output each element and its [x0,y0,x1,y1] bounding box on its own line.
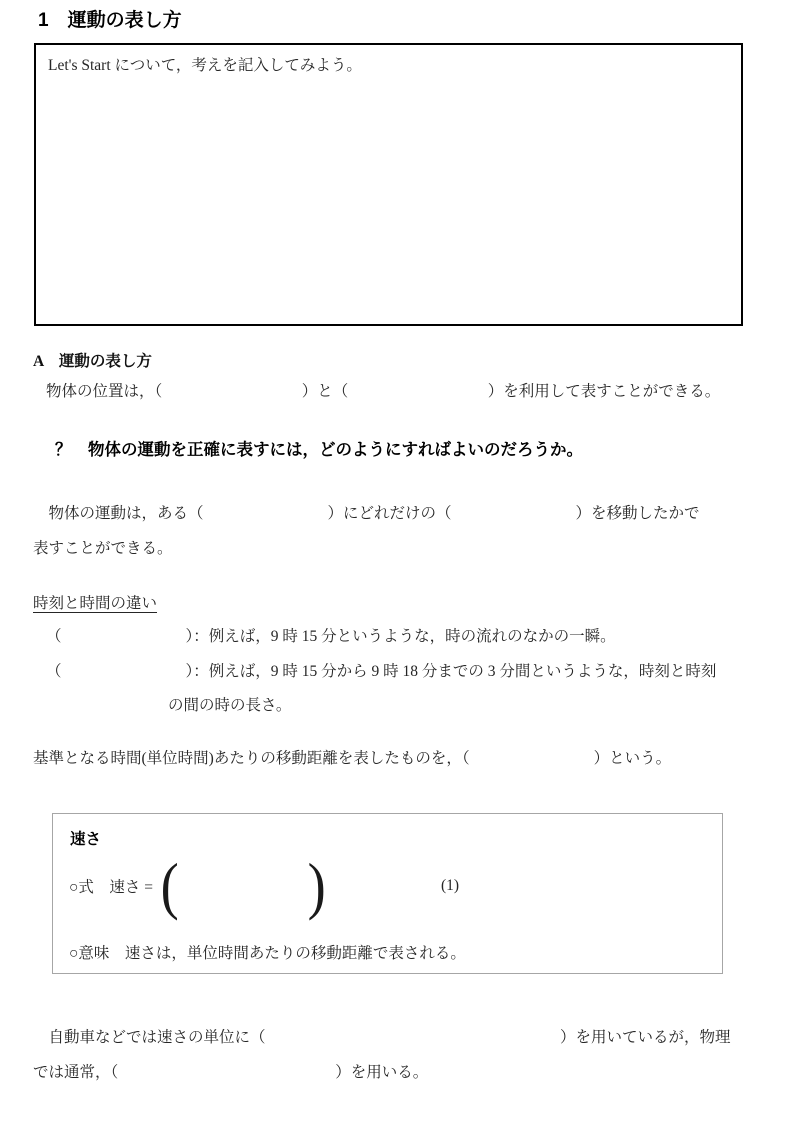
equation-number: (1) [441,877,460,894]
formula-close-paren-icon: ) [307,850,326,921]
section-a-heading: A 運動の表し方 [33,353,152,370]
speed-units-line1: 自動車などでは速さの単位に（ ）を用いているが，物理 [33,1029,731,1046]
lets-start-prompt: Let's Start について，考えを記入してみよう。 [48,57,362,74]
position-sentence: 物体の位置は，（ ）と（ ）を利用して表すことができる。 [46,383,721,400]
page-title: 1 運動の表し方 [38,10,182,31]
time-duration-definition-line1: （ ）：例えば，9 時 15 分から 9 時 18 分までの 3 分間というような，時刻と時刻 [46,663,717,680]
speed-units-line2: では通常，（ ）を用いる。 [33,1064,429,1081]
speed-formula-label: ○式 速さ = [69,879,153,896]
motion-sentence-line2: 表すことができる。 [33,540,173,557]
question-heading: ？ 物体の運動を正確に表すには，どのようにすればよいのだろうか。 [55,441,583,459]
motion-sentence-line1: 物体の運動は，ある（ ）にどれだけの（ ）を移動したかで [33,505,700,522]
speed-definition-box [52,813,723,974]
lets-start-answer-box [34,43,743,326]
unit-time-sentence: 基準となる時間(単位時間)あたりの移動距離を表したものを，（ ）という。 [33,750,672,767]
speed-box-heading: 速さ [70,831,102,848]
time-duration-definition-line2: の間の時の長さ。 [168,697,292,714]
time-vs-duration-heading: 時刻と時間の違い [33,595,158,612]
time-moment-definition: （ ）：例えば，9 時 15 分というような，時の流れのなかの一瞬。 [46,628,616,645]
formula-open-paren-icon: ( [160,850,179,921]
speed-meaning: ○意味 速さは，単位時間あたりの移動距離で表される。 [69,945,466,962]
